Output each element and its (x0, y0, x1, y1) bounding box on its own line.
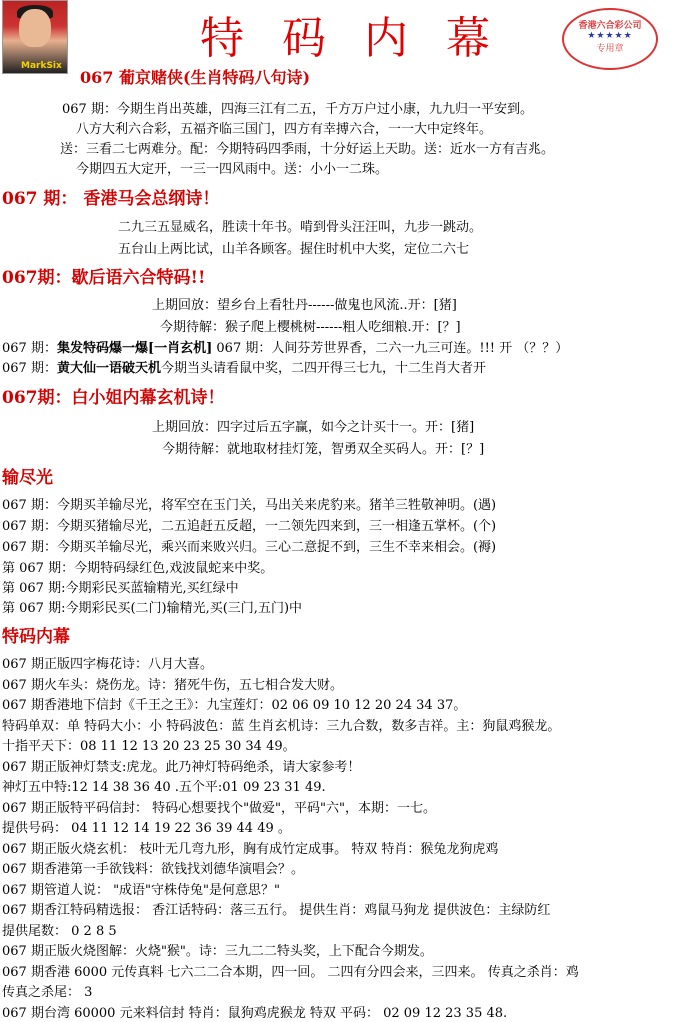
seal-subtext: 专用章 (596, 44, 624, 54)
section5-line: 第 067 期:今期彩民买(二门)输精光,买(三门,五门)中 (2, 601, 303, 616)
section4-heading: 067期：白小姐内幕玄机诗！ (2, 388, 225, 408)
page-header (0, 0, 690, 70)
page-title: 特码内幕 (200, 13, 528, 64)
seal-ring-text: 香港六合彩公司 (578, 21, 642, 31)
section4-line: 今期待解：就地取材挂灯笼，智勇双全买码人。开：[？] (162, 442, 485, 457)
section5-line: 第 067 期:今期彩民买蓝输精光,买红绿中 (2, 581, 239, 596)
section6-line: 067 期管道人说： "成语"守株侍兔"是何意思？" (2, 882, 280, 898)
section6-line: 067 期香江特码精选报： 香江话特码：落三五行。 提供生肖：鸡鼠马狗龙 提供波色：主绿防红 (2, 903, 551, 918)
section6-line: 神灯五中特:12 14 38 36 40 .五个平:01 09 23 31 49. (2, 780, 326, 795)
section1-line: 八方大利六合彩，五福齐临三国门，四方有幸搏六合，一一大中定终年。 (76, 122, 493, 137)
seal-stars: ★★★★★ (587, 31, 633, 41)
section6-line: 067 期正版火烧图解：火烧"猴"。诗：三九二二特头奖，上下配合今期发。 (2, 944, 433, 959)
section6-line: 067 期香港 6000 元传真料 七六二二合本期，四一回。 二四有分四会来，三四来。 传真之杀肖：鸡 (2, 964, 579, 980)
section6-line: 067 期火车头：烧伤龙。诗：猪死牛伤，五七相合发大财。 (2, 677, 343, 693)
section3-line: 今期待解：猴子爬上樱桃树------粗人吃细粮.开：[？] (160, 320, 461, 335)
section2-line: 二九三五显威名，胜读十年书。啃到骨头汪汪叫，九步一跳动。 (118, 220, 483, 235)
section2-heading: 067 期： 香港马会总纲诗！ (2, 189, 220, 209)
section2-line: 五台山上两比试，山羊各顾客。握住时机中大奖，定位二六七 (118, 242, 470, 257)
section6-line: 提供号码： 04 11 12 14 19 22 36 39 44 49 。 (2, 821, 291, 836)
period-label: 067 期： (2, 361, 57, 376)
section6-line: 067 期正版四字梅花诗：八月大喜。 (2, 657, 213, 672)
section6-line: 067 期正版神灯禁支:虎龙。此乃神灯特码绝杀，请大家参考！ (2, 759, 361, 775)
section1-line: 送：三看二七两难分。配：今期特码四季雨，十分好运上天助。送：近水一方有吉兆。 (60, 142, 555, 157)
line-text: 067 期：人间芬芳世界香，二六一九三可连。!!! 开 （？？） (212, 341, 569, 356)
section6-line: 067 期台湾 60000 元来料信封 特肖：鼠狗鸡虎猴龙 特双 平码： 02 09 12 23 35 48. (2, 1005, 508, 1021)
photo-label: MarkSix (21, 61, 62, 71)
section6-line: 067 期香港第一手欲钱料：欲钱找刘德华演唱会？。 (2, 862, 304, 877)
face-shape (19, 9, 51, 47)
section3-line (2, 361, 486, 377)
section6-heading: 特码内幕 (2, 627, 70, 647)
seal-stamp (562, 8, 658, 70)
section5-line: 第 067 期：今期特码绿红色,戏波鼠蛇来中奖。 (2, 561, 274, 576)
section3-heading: 067期：歇后语六合特码!! (2, 268, 206, 288)
section1-line: 067 期：今期生肖出英雄，四海三江有二五，千方万户过小康，九九归一平安到。 (62, 102, 533, 117)
section4-line: 上期回放：四字过后五字赢，如今之计买十一。开：[猪] (152, 420, 475, 435)
section6-line: 067 期香港地下信封《千王之王》：九宝莲灯：02 06 09 10 12 20 24 34 37。 (2, 698, 467, 713)
section6-line: 提供尾数： 0 2 8 5 (2, 923, 117, 939)
bold-label: 集发特码爆一爆[一肖玄机] (56, 341, 213, 356)
section5-heading: 输尽光 (2, 468, 53, 488)
section5-line: 067 期：今期买猪输尽光，二五追赶五反超，一二领先四来到，三一相逢五掌杯。(个) (2, 519, 497, 534)
section6-line: 十指平天下：08 11 12 13 20 23 25 30 34 49。 (2, 739, 296, 754)
section5-line: 067 期：今期买羊输尽光，将军空在玉门关，马出关来虎豹来。猪羊三牲敬神明。(遇) (2, 498, 497, 513)
section1-heading: 067 葡京赌侠(生肖特码八句诗) (80, 68, 311, 87)
bold-label: 黄大仙一语破天机 (56, 361, 161, 376)
line-text: 今期当头请看鼠中奖，二四开得三七九，十二生肖大者开 (160, 361, 486, 376)
section1-line: 今期四五大定开，一三一四风雨中。送：小小一二珠。 (76, 162, 389, 177)
section3-line: 上期回放：望乡台上看牡丹------做鬼也风流..开：[猪] (152, 298, 457, 313)
section3-line (2, 341, 568, 357)
portrait-photo (2, 0, 68, 74)
period-label: 067 期： (2, 341, 57, 356)
section6-line: 067 期正版特平码信封： 特码心想要找个"做爱"，平码"六"，本期：一七。 (2, 800, 436, 816)
section6-line: 传真之杀尾： 3 (2, 985, 93, 1000)
section5-line: 067 期：今期买羊输尽光，乘兴而来败兴归。三心二意捉不到，三生不幸来相会。(褥) (2, 540, 497, 555)
section6-line: 067 期正版火烧玄机： 枝叶无几弯九形，胸有成竹定成事。 特双 特肖：猴兔龙狗虎鸡 (2, 841, 499, 857)
section6-line: 特码单双：单 特码大小：小 特码波色：蓝 生肖玄机诗：三九合数，数多吉祥。主：狗鼠鸡猴龙。 (2, 718, 561, 734)
